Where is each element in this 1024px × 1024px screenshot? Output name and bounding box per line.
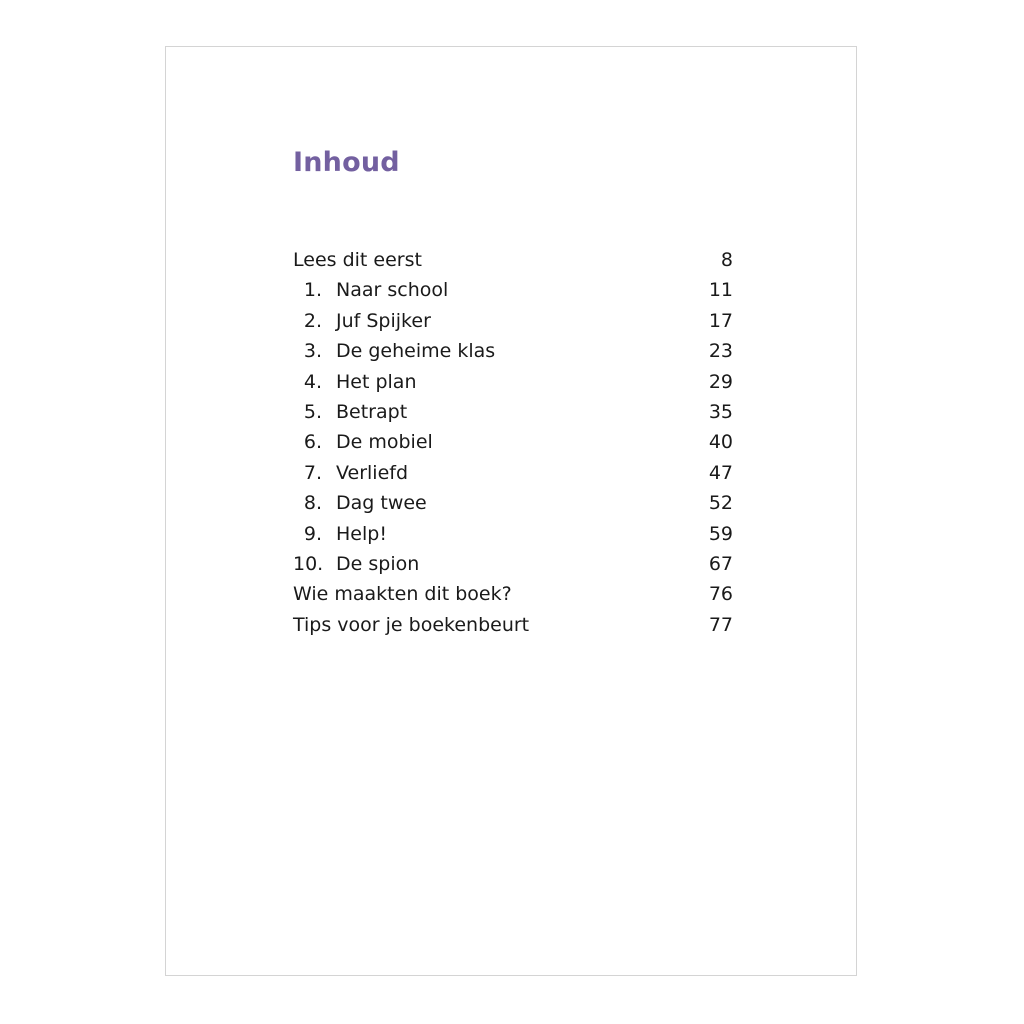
toc-entry-label: Betrapt: [336, 400, 408, 423]
toc-entry-page: 76: [708, 583, 733, 606]
toc-entry-page: 29: [708, 370, 733, 393]
toc-entry-label: Dag twee: [336, 492, 427, 515]
toc-entry-number: 7.: [303, 461, 322, 484]
toc-entry-page: 77: [708, 613, 733, 636]
toc-entry-number: 3.: [303, 340, 322, 363]
page-title: Inhoud: [293, 147, 400, 178]
toc-entry-number: 6.: [303, 431, 322, 454]
toc-entry-page: 8: [720, 249, 733, 271]
table-of-contents: [293, 245, 733, 640]
toc-entry: [293, 549, 733, 579]
toc-entry-page: 47: [708, 461, 733, 484]
toc-entry-number: 4.: [303, 370, 322, 393]
toc-entry-page: 35: [708, 400, 733, 423]
toc-entry-label: Juf Spijker: [336, 309, 431, 332]
toc-entry-page: 40: [708, 431, 733, 454]
toc-entry-number: 8.: [303, 492, 322, 515]
toc-entry-label: De mobiel: [336, 431, 433, 454]
toc-entry-page: 11: [708, 279, 733, 302]
toc-entry-label: Lees dit eerst: [293, 249, 422, 271]
toc-entry-page: 52: [708, 492, 733, 515]
toc-entry: [293, 458, 733, 488]
toc-entry: [293, 397, 733, 427]
toc-entry-label: Verliefd: [336, 461, 409, 484]
toc-entry: [293, 488, 733, 518]
toc-entry: [293, 245, 733, 275]
toc-entry-number: 9.: [303, 522, 322, 545]
toc-entry-label: Help!: [336, 522, 387, 545]
toc-entry-number: 2.: [303, 309, 322, 332]
toc-entry: [293, 336, 733, 366]
book-page: [165, 46, 857, 976]
toc-entry: [293, 306, 733, 336]
toc-entry-number: 10.: [293, 552, 324, 575]
toc-entry-label: Wie maakten dit boek?: [293, 583, 512, 606]
toc-entry: [293, 427, 733, 457]
toc-entry: [293, 610, 733, 640]
toc-entry-page: 59: [708, 522, 733, 545]
toc-entry-label: De geheime klas: [336, 340, 496, 363]
toc-entry-label: Tips voor je boekenbeurt: [293, 613, 530, 636]
toc-entry: [293, 579, 733, 609]
toc-entry-label: Naar school: [336, 279, 449, 302]
toc-entry: [293, 275, 733, 305]
toc-entry-number: 1.: [303, 279, 322, 302]
toc-entry: [293, 519, 733, 549]
toc-entry-page: 17: [708, 309, 733, 332]
toc-entry-page: 67: [708, 552, 733, 575]
toc-entry-number: 5.: [303, 400, 322, 423]
toc-entry-page: 23: [708, 340, 733, 363]
toc-entry: [293, 367, 733, 397]
toc-entry-label: De spion: [336, 552, 420, 575]
toc-entry-label: Het plan: [336, 370, 417, 393]
